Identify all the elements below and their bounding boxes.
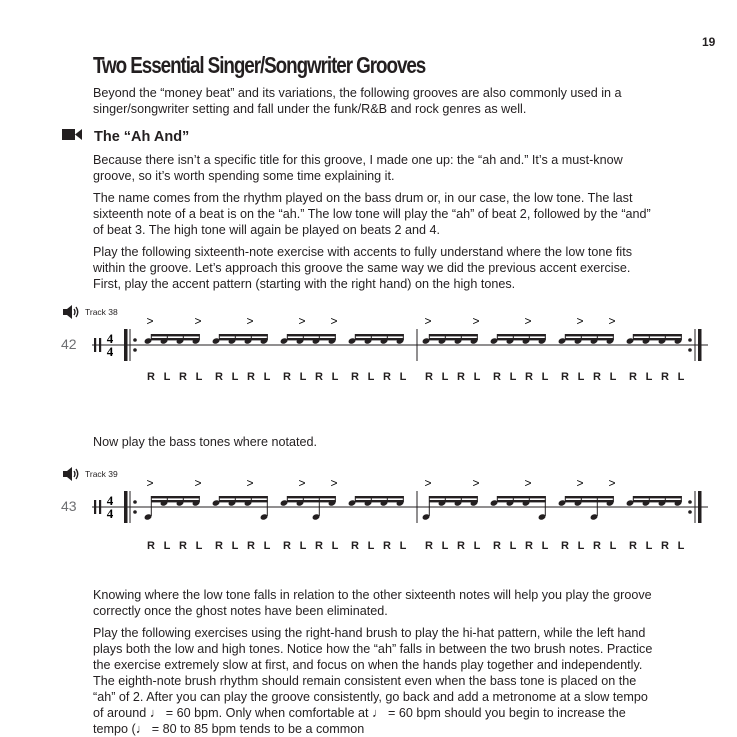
beam [151,334,200,336]
sticking-letter: L [195,540,203,552]
sticking-letter: R [493,371,501,383]
repeat-dot [688,348,692,352]
video-camera-icon[interactable] [62,128,82,146]
accent-mark: > [146,478,154,490]
sticking-letter: L [577,540,585,552]
sticking-letter: L [195,371,203,383]
page-number: 19 [702,35,716,49]
repeat-dot [688,500,692,504]
sticking-letter: L [509,540,517,552]
accent-mark: > [576,316,584,328]
after-paragraph-2: Play the following exercises using the right-hand brush to play the hi-hat pattern, while the left hand plays both the low and high tones. Notice how the “ah” falls in between the two brush notes. Practice the exercise extremely slow at first, and focus on when the hands play together and independently. The eighth-note brush rhythm should remain consistent even when the bass tone is placed on the “ah” of 2. After you can play the groove consistently, go back and add a metronome at a slow tempo of around ♩ = 60 bpm. Only when comfortable at ♩ = 60 bpm should you begin to increase the tempo (♩ = 80 to 85 bpm tends to be a common [93,626,653,736]
sticking-row-42 [90,371,710,385]
notation-staff-42 [90,316,710,366]
accent-mark: > [472,316,480,328]
percussion-clef [99,500,101,514]
accent-mark: > [608,478,616,490]
beam [219,500,267,502]
after-paragraph-1: Knowing where the low tone falls in relation to the other sixteenth notes will help you play the groove correctly once the ghost notes have been eliminated. [93,588,652,618]
beam [497,338,546,340]
sticking-letter: L [331,371,339,383]
sticking-letter: L [231,540,239,552]
time-signature-top: 4 [106,493,114,508]
accent-mark: > [146,316,154,328]
beam [287,496,336,498]
beam [633,496,682,498]
beam [633,334,682,336]
repeat-dot [133,510,137,514]
sticking-letter: R [215,540,223,552]
sticking-letter: R [247,371,255,383]
sticking-letter: L [441,371,449,383]
sticking-letter: R [215,371,223,383]
sticking-letter: R [593,540,601,552]
beam [429,338,478,340]
beam [151,338,200,340]
beam [287,334,336,336]
sticking-letter: R [561,371,569,383]
sticking-letter: L [163,371,171,383]
beam [355,334,404,336]
sticking-letter: R [315,371,323,383]
sticking-letter: L [473,540,481,552]
beam [287,500,336,502]
repeat-end-barline [698,491,702,523]
page-title: Two Essential Singer/Songwriter Grooves [93,52,426,78]
accent-mark: > [330,316,338,328]
beam [497,500,546,502]
speaker-icon[interactable] [63,467,81,481]
beam [633,338,682,340]
sticking-letter: R [593,371,601,383]
sticking-letter: R [493,540,501,552]
repeat-dot [133,500,137,504]
sticking-letter: R [247,540,255,552]
sticking-letter: L [367,371,375,383]
section-paragraph-2: The name comes from the rhythm played on the bass drum or, in our case, the low tone. The last sixteenth note of a beat is on the “ah.” The low tone will play the “ah” of beat 2, followed by the “and” of beat 3. The high tone will again be played on beats 2 and 4. [93,191,651,237]
repeat-dot [688,510,692,514]
beam [355,338,404,340]
beam [355,500,404,502]
beam [565,338,614,340]
section-heading-text: The “Ah And” [94,129,190,145]
sticking-letter: R [525,371,533,383]
sticking-letter: R [315,540,323,552]
sticking-letter: R [383,540,391,552]
sticking-letter: L [331,540,339,552]
beam [565,500,614,502]
sticking-letter: L [645,540,653,552]
percussion-clef [94,338,96,352]
sticking-letter: R [425,371,433,383]
accent-mark: > [298,478,306,490]
sticking-letter: L [299,540,307,552]
beam [219,496,267,498]
sticking-letter: R [661,371,669,383]
sticking-letter: R [179,371,187,383]
accent-mark: > [246,316,254,328]
track-label: Track 38 [85,307,118,317]
time-signature-bottom: 4 [106,506,114,521]
percussion-clef [99,338,101,352]
accent-mark: > [524,478,532,490]
accent-mark: > [608,316,616,328]
sticking-letter: R [283,540,291,552]
accent-mark: > [194,478,202,490]
beam [287,338,336,340]
accent-mark: > [330,478,338,490]
track-label: Track 39 [85,469,118,479]
repeat-dot [133,348,137,352]
sticking-letter: L [541,540,549,552]
repeat-end-barline [698,329,702,361]
sticking-letter: L [441,540,449,552]
beam [565,496,614,498]
time-signature-top: 4 [106,331,114,346]
sticking-letter: R [561,540,569,552]
accent-mark: > [576,478,584,490]
sticking-letter: L [231,371,239,383]
sticking-letter: R [525,540,533,552]
sticking-letter: L [367,540,375,552]
beam [429,496,478,498]
repeat-dot [133,338,137,342]
between-text: Now play the bass tones where notated. [93,435,318,449]
sticking-letter: L [399,540,407,552]
sticking-letter: R [383,371,391,383]
time-signature-bottom: 4 [106,344,114,359]
sticking-letter: L [263,371,271,383]
sticking-letter: L [473,371,481,383]
sticking-letter: L [577,371,585,383]
repeat-start-barline [124,329,128,361]
accent-mark: > [524,316,532,328]
sticking-letter: L [645,371,653,383]
accent-mark: > [298,316,306,328]
notation-staff-43 [90,478,710,528]
sticking-letter: L [541,371,549,383]
sticking-letter: L [677,540,685,552]
example-number: 43 [61,498,77,514]
beam [497,496,546,498]
beam [429,334,478,336]
example-number: 42 [61,336,77,352]
beam [355,496,404,498]
sticking-letter: R [147,371,155,383]
accent-mark: > [424,478,432,490]
sticking-letter: L [677,371,685,383]
sticking-letter: R [351,371,359,383]
sticking-letter: L [299,371,307,383]
sticking-letter: R [283,371,291,383]
accent-mark: > [194,316,202,328]
sticking-row-43 [90,540,710,554]
sticking-letter: R [425,540,433,552]
beam [151,496,200,498]
beam [565,334,614,336]
beam [429,500,478,502]
section-paragraph-1: Because there isn’t a specific title for this groove, I made one up: the “ah and.” It’s a must-know groove, so it’s worth spending some time explaining it. [93,153,623,183]
intro-paragraph: Beyond the “money beat” and its variations, the following grooves are also commonly used in a singer/songwriter setting and fall under the funk/R&B and rock genres as well. [93,86,622,116]
sticking-letter: R [629,540,637,552]
sticking-letter: R [179,540,187,552]
speaker-icon[interactable] [63,305,81,319]
sticking-letter: R [661,540,669,552]
beam [219,334,267,336]
accent-mark: > [472,478,480,490]
beam [633,500,682,502]
sticking-letter: R [457,371,465,383]
accent-mark: > [246,478,254,490]
sticking-letter: R [351,540,359,552]
beam [497,334,546,336]
sticking-letter: R [147,540,155,552]
sticking-letter: R [457,540,465,552]
repeat-dot [688,338,692,342]
repeat-start-barline [124,491,128,523]
sticking-letter: L [399,371,407,383]
sticking-letter: L [609,540,617,552]
percussion-clef [94,500,96,514]
sticking-letter: L [263,540,271,552]
accent-mark: > [424,316,432,328]
beam [219,338,267,340]
section-heading [62,128,189,146]
beam [151,500,200,502]
sticking-letter: R [629,371,637,383]
sticking-letter: L [163,540,171,552]
sticking-letter: L [509,371,517,383]
section-paragraph-3: Play the following sixteenth-note exercise with accents to fully understand where the low tone fits within the groove. Let’s approach this groove the same way we did the previous accent exercise. First, play the accent pattern (starting with the right hand) on the high tones. [93,245,633,291]
sticking-letter: L [609,371,617,383]
